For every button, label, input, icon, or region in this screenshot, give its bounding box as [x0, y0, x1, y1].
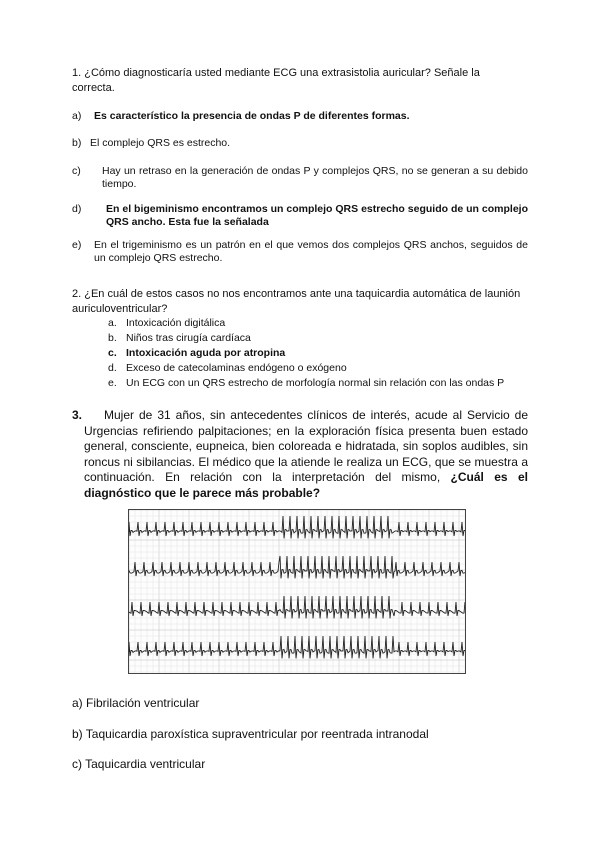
q1-option-e[interactable] [72, 239, 528, 265]
question-2-stem-line1: 2. ¿En cuál de estos casos no nos encontramos ante una taquicardia automática de launión [72, 288, 521, 300]
option-letter: c) [72, 165, 81, 177]
question-1-stem-line2: correcta. [72, 82, 115, 94]
option-text: Hay un retraso en la generación de ondas P y complejos QRS, no se generan a su debido tiempo. [102, 165, 528, 190]
option-letter: a) [72, 696, 83, 710]
option-text: Niños tras cirugía cardíaca [126, 332, 251, 344]
question-3 [72, 408, 528, 501]
q1-option-d[interactable] [72, 203, 528, 229]
ecg-trace-graphic [129, 510, 465, 673]
q3-option-c[interactable] [72, 757, 205, 771]
option-letter: b. [108, 332, 117, 344]
option-letter: e. [108, 377, 117, 389]
option-text: Fibrilación ventricular [86, 696, 200, 710]
option-text: En el trigeminismo es un patrón en el que vemos dos complejos QRS anchos, seguidos de un complejo QRS estrecho. [94, 239, 528, 264]
option-text: Exceso de catecolaminas endógeno o exógeno [126, 362, 347, 374]
option-text: Intoxicación digitálica [126, 317, 226, 329]
question-3-number: 3. [72, 408, 83, 422]
q2-option-c[interactable] [108, 346, 504, 361]
q3-option-b[interactable] [72, 727, 429, 741]
option-text: Un ECG con un QRS estrecho de morfología normal sin relación con las ondas P [126, 377, 505, 389]
option-letter: d) [72, 203, 82, 215]
question-2-stem-line2: auriculoventricular? [72, 303, 168, 315]
option-text: Intoxicación aguda por atropina [126, 347, 286, 359]
option-letter: d. [108, 362, 117, 374]
q2-option-b[interactable] [108, 331, 504, 346]
question-2-stem [72, 287, 528, 317]
option-text: Taquicardia paroxística supraventricular por reentrada intranodal [85, 727, 429, 741]
q1-option-c[interactable] [72, 165, 528, 191]
q3-option-a[interactable] [72, 696, 199, 710]
question-1-stem [72, 66, 528, 96]
ecg-strip-image [128, 509, 466, 674]
option-text: Es característico la presencia de ondas P de diferentes formas. [94, 110, 410, 122]
option-text: El complejo QRS es estrecho. [90, 137, 231, 149]
option-letter: b) [72, 727, 83, 741]
option-letter: c. [108, 347, 117, 359]
question-1-stem-line1: 1. ¿Cómo diagnosticaría usted mediante ECG una extrasistolia auricular? Señale la [72, 67, 480, 79]
option-letter: a) [72, 110, 82, 122]
q1-option-a[interactable] [72, 110, 528, 123]
option-letter: b) [72, 137, 82, 149]
q2-option-d[interactable] [108, 361, 504, 376]
option-letter: c) [72, 757, 82, 771]
option-letter: a. [108, 317, 117, 329]
question-3-question: ¿Cuál es el diagnóstico que le parece más probable? [84, 470, 528, 500]
q1-option-b[interactable] [72, 137, 528, 150]
option-text: En el bigeminismo encontramos un complejo QRS estrecho seguido de un complejo QRS ancho. Esta fue la señalada [106, 203, 528, 228]
question-2-options [108, 316, 504, 391]
q2-option-a[interactable] [108, 316, 504, 331]
question-3-stem: Mujer de 31 años, sin antecedentes clínicos de interés, acude al Servicio de Urgencias refiriendo palpitaciones; en la exploración física presenta buen estado general, consciente, eupneica, bien coloreada e hidratada, sin soplos audibles, sin roncus ni sibilancias. El médico que la atiende le realiza un ECG, que se muestra a continuación. En relación con la interpretación del mismo, [84, 408, 528, 484]
option-letter: e) [72, 239, 82, 251]
q2-option-e[interactable] [108, 376, 504, 391]
option-text: Taquicardia ventricular [85, 757, 206, 771]
